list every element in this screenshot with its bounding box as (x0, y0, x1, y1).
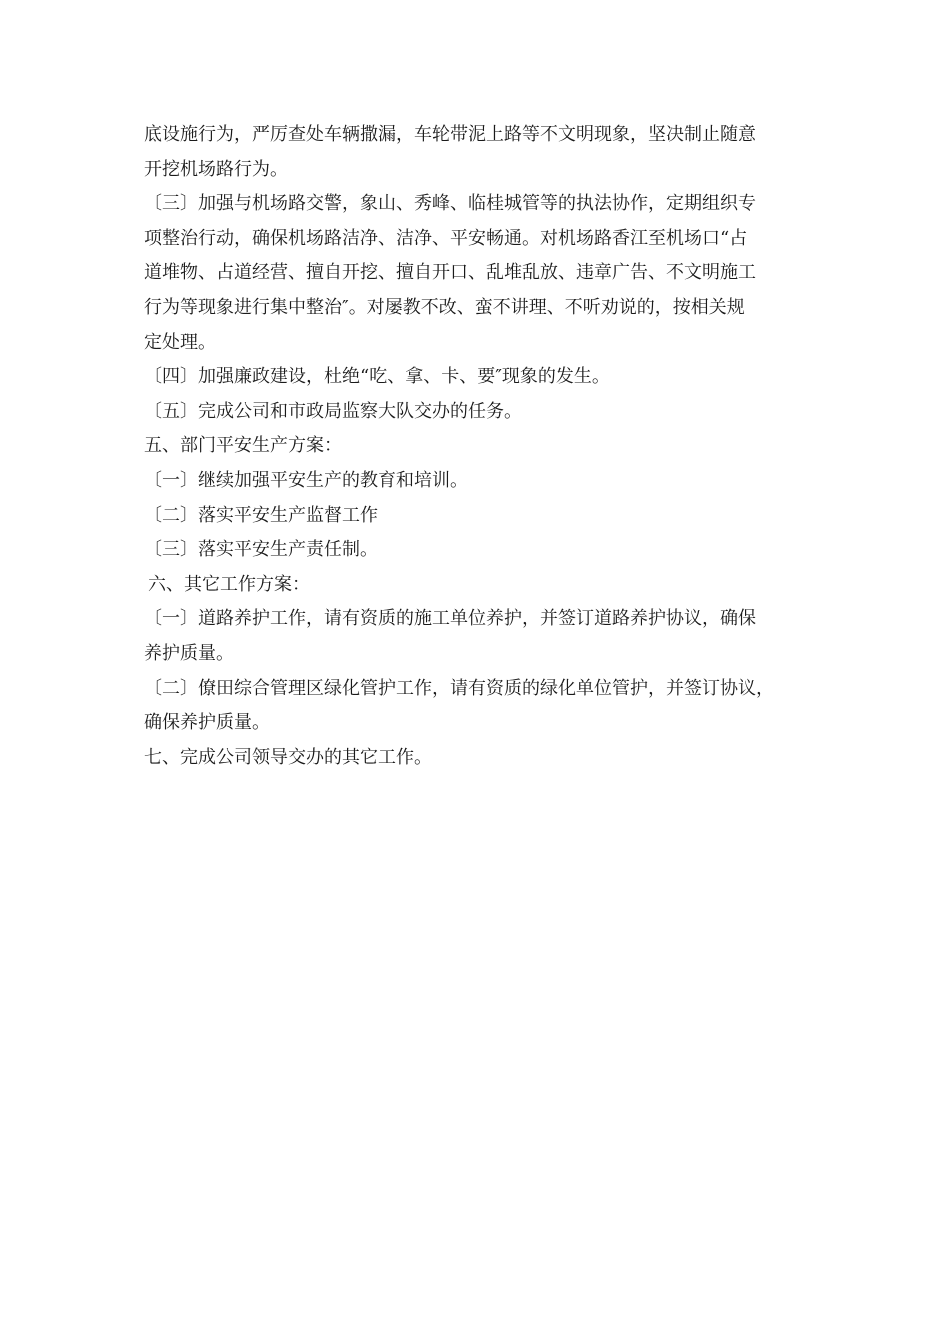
text-line: 〔二〕僚田综合管理区绿化管护工作，请有资质的绿化单位管护，并签订协议， (144, 677, 774, 699)
text-line: 定处理。 (144, 331, 216, 353)
text-line: 〔一〕继续加强平安生产的教育和培训。 (144, 469, 468, 491)
text-line: 确保养护质量。 (144, 712, 270, 734)
text-line: 〔四〕加强廉政建设，杜绝“吃、拿、卡、要″现象的发生。 (144, 366, 610, 388)
text-line: 〔一〕道路养护工作，请有资质的施工单位养护，并签订道路养护协议，确保 (144, 608, 756, 630)
text-line: 〔五〕完成公司和市政局监察大队交办的任务。 (144, 400, 522, 422)
text-line: 行为等现象进行集中整治″。对屡教不改、蛮不讲理、不听劝说的，按相关规 (144, 296, 745, 318)
section-heading: 六、其它工作方案： (148, 573, 310, 595)
text-line: 〔三〕加强与机场路交警，象山、秀峰、临桂城管等的执法协作，定期组织专 (144, 193, 756, 215)
text-line: 道堆物、占道经营、擅自开挖、擅自开口、乱堆乱放、违章广告、不文明施工 (144, 262, 756, 284)
section-heading: 七、完成公司领导交办的其它工作。 (144, 746, 432, 768)
text-line: 底设施行为，严厉查处车辆撒漏，车轮带泥上路等不文明现象，坚决制止随意 (144, 124, 756, 145)
text-line: 〔二〕落实平安生产监督工作 (144, 504, 378, 526)
text-line: 开挖机场路行为。 (144, 158, 288, 180)
text-line: 养护质量。 (144, 642, 234, 664)
document-body (144, 118, 810, 775)
text-line: 项整治行动，确保机场路洁净、洁净、平安畅通。对机场路香江至机场口“占 (144, 227, 748, 249)
section-heading: 五、部门平安生产方案： (144, 435, 342, 457)
text-line: 〔三〕落实平安生产责任制。 (144, 539, 378, 561)
